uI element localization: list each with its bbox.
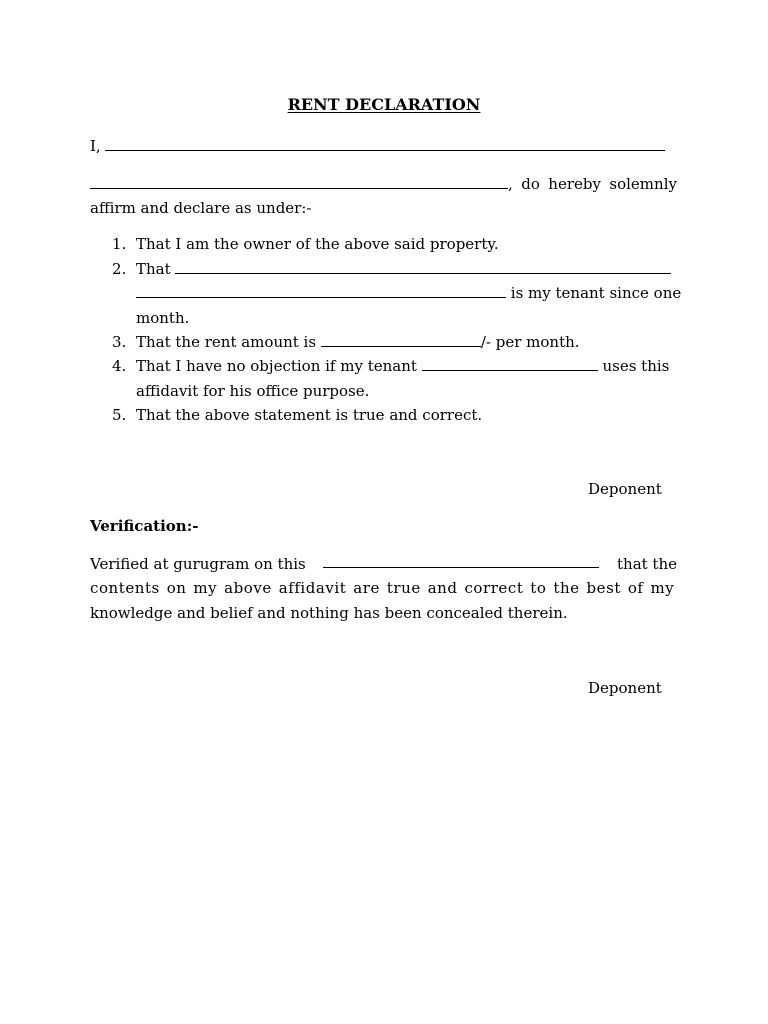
list-item-text: That <box>136 260 171 278</box>
list-item-number: 2. <box>112 260 127 278</box>
list-item-2-line-3: month. <box>136 309 190 327</box>
list-item-number: 3. <box>112 333 127 351</box>
address-blank <box>90 175 508 189</box>
intro-word-hereby: hereby <box>548 175 601 193</box>
tenant-name-blank <box>175 260 671 274</box>
verification-line-2 <box>90 578 677 598</box>
verification-text: Verified at gurugram on this <box>90 555 306 573</box>
list-item-1 <box>112 234 499 254</box>
intro-line-1 <box>90 136 665 156</box>
list-item-number: 5. <box>112 406 127 424</box>
list-item-text: /- per month. <box>480 333 580 351</box>
verification-text: contents on my above affidavit are true and correct to the best of my <box>90 579 675 597</box>
list-item-text: uses this <box>602 357 670 375</box>
name-blank <box>105 137 665 151</box>
intro-word-solemnly: solemnly <box>609 175 677 193</box>
deponent-label: Deponent <box>588 480 662 498</box>
list-item-text: That I have no objection if my tenant <box>136 357 417 375</box>
list-item-text: That I am the owner of the above said property. <box>136 235 499 253</box>
list-item-3 <box>112 332 580 352</box>
list-item-4 <box>112 356 669 376</box>
verification-line-1 <box>90 554 677 574</box>
date-blank <box>323 554 599 568</box>
intro-line-3: affirm and declare as under:- <box>90 199 312 217</box>
verification-line-3: knowledge and belief and nothing has been concealed therein. <box>90 604 568 622</box>
tenant-detail-blank <box>136 284 506 298</box>
deponent-label: Deponent <box>588 679 662 697</box>
list-item-number: 1. <box>112 235 127 253</box>
list-item-text: That the rent amount is <box>136 333 317 351</box>
intro-word-do: do <box>521 175 540 193</box>
list-item-text: That the above statement is true and correct. <box>136 406 483 424</box>
verification-text: that the <box>617 555 677 573</box>
list-item-5 <box>112 405 482 425</box>
intro-prefix: I, <box>90 137 101 155</box>
verification-heading: Verification:- <box>90 517 199 535</box>
rent-amount-blank <box>321 333 481 347</box>
intro-comma: , <box>508 175 513 193</box>
list-item-number: 4. <box>112 357 127 375</box>
intro-line-2 <box>90 174 677 194</box>
list-item-4-line-2: affidavit for his office purpose. <box>136 382 370 400</box>
list-item-2-line-2 <box>136 283 681 303</box>
list-item-2 <box>112 259 671 279</box>
list-item-text: is my tenant since one <box>510 284 682 302</box>
tenant-blank <box>422 357 598 371</box>
document-title: RENT DECLARATION <box>287 95 481 114</box>
